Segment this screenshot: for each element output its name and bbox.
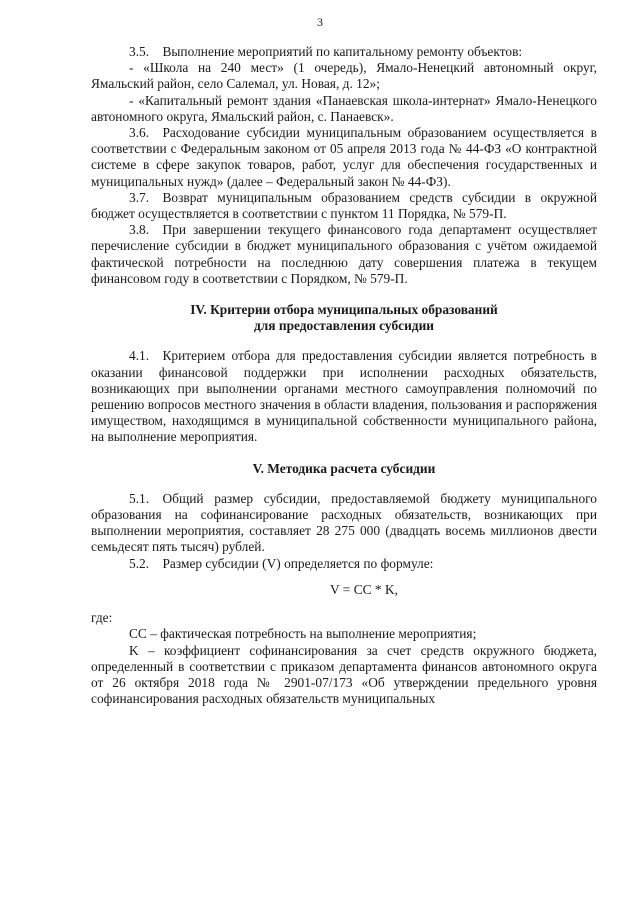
definition-k: K – коэффициент софинансирования за счет средств окружного бюджета, определенный в соответствии с приказом департамента финансов автономного округа от 26 октября 2018 года № 2901-07/173 «Об утверждении предельного уровня софинансирования расходных обязательств муниципальных (91, 642, 597, 707)
paragraph-3-7: 3.7. Возврат муниципальным образованием средств субсидии в окружной бюджет осуществляется в соответствии с пунктом 11 Порядка, № 579-П. (91, 189, 597, 222)
where-label: где: (91, 610, 113, 626)
paragraph-5-1: 5.1. Общий размер субсидии, предоставляемой бюджету муниципального образования на софинансирование расходных обязательств, возникающих при выполнении мероприятия, составляет 28 275 000 (двадцать восемь миллионов двести семьдесят пять тысяч) рублей. (91, 490, 597, 555)
section-5 (91, 461, 597, 708)
paragraph-3-5: 3.5. Выполнение мероприятий по капитальному ремонту объектов: (129, 44, 523, 59)
page-number: 3 (317, 15, 323, 29)
section-5-heading: V. Методика расчета субсидии (252, 460, 436, 476)
paragraph-3-8: 3.8. При завершении текущего финансового года департамент осуществляет перечисление субсидии в бюджет муниципального образования с учётом ожидаемой фактической потребности на последнюю дату совершения платежа в текущем финансовом году в соответствии с Порядком, № 579-П. (91, 222, 597, 286)
paragraph-4-1: 4.1. Критерием отбора для предоставления субсидии является потребность в оказании финансовой поддержки при исполнении расходных обязательств, возникающих при выполнении органами местного самоуправления полномочий по решению вопросов местного значения в области владения, пользования и распоряжения имуществом, находящимся в муниципальной собственности муниципального района, на выполнение мероприятия. (91, 348, 597, 445)
section-4 (91, 302, 597, 446)
paragraph-3-6: 3.6. Расходование субсидии муниципальным образованием осуществляется в соответствии с Федеральным законом от 05 апреля 2013 года № 44-ФЗ «О контрактной системе в сфере закупок товаров, работ, услуг для обеспечения государственных и муниципальных нужд» (далее – Федеральный закон № 44-ФЗ). (91, 125, 597, 189)
formula: V = CC * K, (330, 581, 398, 597)
section-4-heading-line1: IV. Критерии отбора муниципальных образований (190, 302, 498, 318)
section-4-heading-line2: для предоставления субсидии (253, 318, 435, 334)
definition-cc: CC – фактическая потребность на выполнение мероприятия; (129, 626, 477, 642)
list-item-repair: - «Капитальный ремонт здания «Панаевская школа-интернат» Ямало-Ненецкого автономного округа, Ямальский район, с. Панаевск». (91, 92, 597, 124)
list-item-school: - «Школа на 240 мест» (1 очередь), Ямало-Ненецкий автономный округ, Ямальский район, село Салемал, ул. Новая, д. 12»; (91, 60, 597, 92)
paragraph-5-2: 5.2. Размер субсидии (V) определяется по формуле: (129, 555, 434, 571)
document-body (91, 44, 597, 707)
